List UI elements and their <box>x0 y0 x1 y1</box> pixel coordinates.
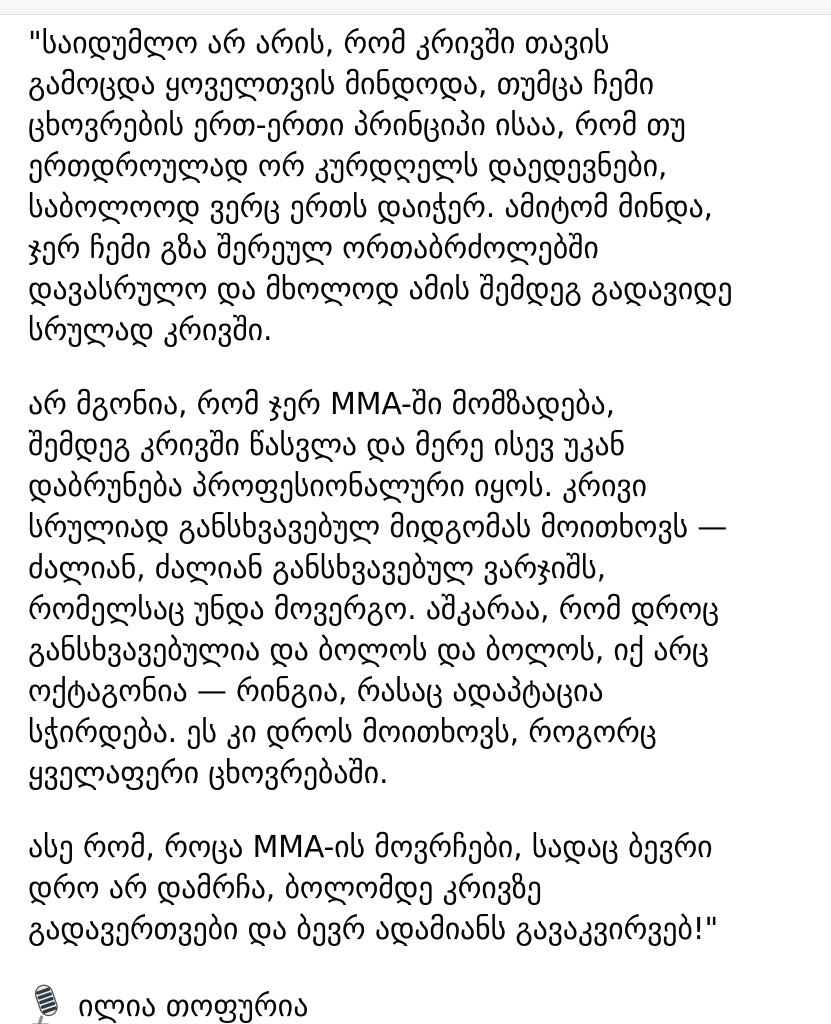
top-divider-strip <box>0 0 831 15</box>
quote-line: დავასრულო და მხოლოდ ამის შემდეგ გადავიდე <box>28 272 733 307</box>
quote-line: სრულიად განსხვავებულ მიდგომას მოითხოვს — <box>28 510 728 545</box>
quote-line: ჯერ ჩემი გზა შერეულ ორთაბრძოლებში <box>28 231 599 266</box>
quote-line: არ მგონია, რომ ჯერ MMA-ში მომზადება, <box>28 387 615 422</box>
quote-line: საბოლოოდ ვერც ერთს დაიჭერ. ამიტომ მინდა, <box>28 190 713 225</box>
quote-line: დაბრუნება პროფესიონალური იყოს. კრივი <box>28 469 647 504</box>
quote-line: გადავერთვები და ბევრ ადამიანს გავაკვირვებ!" <box>28 912 719 947</box>
studio-microphone-icon <box>28 984 65 1024</box>
attribution-name: ილია თოფურია <box>78 988 309 1024</box>
quote-line: ოქტაგონია — რინგია, რასაც ადაპტაცია <box>28 674 604 709</box>
quote-paragraph-3 <box>28 827 813 950</box>
quote-line: ასე რომ, როცა MMA-ის მოვრჩები, სადაც ბევრი <box>28 830 713 865</box>
quote-paragraph-1 <box>28 23 813 351</box>
quote-paragraph-2 <box>28 384 813 794</box>
quote-line: ერთდროულად ორ კურდღელს დაედევნები, <box>28 149 668 184</box>
attribution-row <box>28 983 813 1024</box>
quote-line: დრო არ დამრჩა, ბოლომდე კრივზე <box>28 871 542 906</box>
quote-line: ძალიან, ძალიან განსხვავებულ ვარჯიშს, <box>28 551 606 586</box>
quote-line: ყველაფერი ცხოვრებაში. <box>28 756 389 791</box>
quote-line: შემდეგ კრივში წასვლა და მერე ისევ უკან <box>28 428 625 463</box>
quote-line: "საიდუმლო არ არის, რომ კრივში თავის <box>28 26 610 61</box>
quote-line: სჭირდება. ეს კი დროს მოითხოვს, როგორც <box>28 715 657 750</box>
quote-line: განსხვავებულია და ბოლოს და ბოლოს, იქ არც <box>28 633 709 668</box>
quote-post <box>0 15 831 1024</box>
quote-line: რომელსაც უნდა მოვერგო. აშკარაა, რომ დროც <box>28 592 719 627</box>
quote-line: ცხოვრების ერთ-ერთი პრინციპი ისაა, რომ თუ <box>28 108 686 143</box>
quote-line: გამოცდა ყოველთვის მინდოდა, თუმცა ჩემი <box>28 67 654 102</box>
quote-line: სრულად კრივში. <box>28 313 273 348</box>
